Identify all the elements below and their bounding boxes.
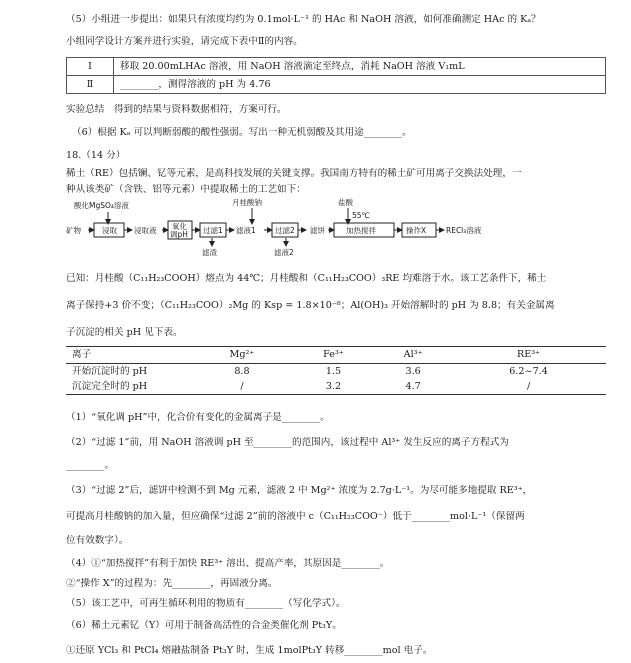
- cell: /: [192, 379, 292, 395]
- cell: 3.2: [292, 379, 375, 395]
- cell: 8.8: [234, 365, 250, 377]
- flow-product: RECl₃溶液: [446, 226, 482, 235]
- step-text: ________，测得溶液的 pH 为 4.76: [114, 76, 606, 94]
- intro-line-2: 种从该类矿（含铁、铝等元素）中提取稀土的工艺如下：: [66, 184, 306, 195]
- flow-ore: 矿物: [66, 226, 81, 235]
- table-row: [66, 364, 606, 380]
- header-re: RE³⁺: [451, 347, 606, 364]
- q5-design-line: 小组同学设计方案并进行实验，请完成下表中Ⅱ的内容。: [66, 36, 303, 47]
- header-al: Al³⁺: [375, 347, 451, 364]
- known-line-2: 离子保持+3 价不变；（C₁₁H₂₃COO）₂Mg 的 Ksp = 1.8×10⁻⁸；Al(OH)₃ 开始溶解时的 pH 为 8.8；有关金属离: [66, 300, 555, 311]
- sub-question-3a: （3）“过滤 2”后，滤饼中检测不到 Mg 元素，滤液 2 中 Mg²⁺ 浓度为 2.7g·L⁻¹。为尽可能多地提取 RE³⁺，: [66, 485, 533, 496]
- sub-question-2b: ________。: [66, 460, 114, 471]
- sub-question-2a: （2）“过滤 1”前，用 NaOH 溶液调 pH 至________的范围内，该过程中 Al³⁺ 发生反应的离子方程式为: [66, 437, 509, 448]
- sub-question-3c: 位有效数字）。: [66, 535, 129, 546]
- table-header-row: [66, 347, 606, 364]
- known-line-3: 子沉淀的相关 pH 见下表。: [66, 327, 183, 338]
- step-number: Ⅱ: [67, 76, 114, 94]
- flow-acid-input: 月桂酸钠: [232, 198, 262, 207]
- flow-filter-cake: 滤饼: [310, 226, 325, 235]
- q18-heading: 18.（14 分）: [66, 150, 126, 161]
- flow-residue: 滤渣: [202, 248, 217, 257]
- cell: 6.2~7.4: [509, 365, 548, 377]
- table-row: [66, 379, 606, 395]
- cell: 3.6: [405, 365, 421, 377]
- cell: /: [451, 379, 606, 395]
- flow-filter1-step: 过滤1: [203, 226, 223, 235]
- sub-question-3b: 可提高月桂酸钠的加入量，但应确保“过滤 2”前的溶液中 c（C₁₁H₂₃COO⁻）低于________mol·L⁻¹（保留两: [66, 511, 525, 522]
- table-row: [67, 76, 606, 94]
- flow-temperature: 55℃: [352, 211, 370, 220]
- sub-question-6a: ①还原 YCl₃ 和 PtCl₄ 熔融盐制备 Pt₃Y 时，生成 1molPt₃Y 转移________mol 电子。: [66, 645, 433, 656]
- intro-line-1: 稀土（RE）包括镧、钇等元素，是高科技发展的关键支撑。我国南方特有的稀土矿可用离子交换法处理，一: [66, 168, 522, 179]
- flow-mg-input: 酸化MgSO₄溶液: [74, 201, 129, 210]
- flow-filtrate1: 滤液1: [236, 226, 256, 235]
- process-flow-diagram: [66, 196, 606, 258]
- step-text: 移取 20.00mLHAc 溶液，用 NaOH 溶液滴定至终点，消耗 NaOH 溶液 V₁mL: [114, 58, 606, 76]
- summary-line: 实验总结 得到的结果与资料数据相符，方案可行。: [66, 104, 287, 115]
- flow-oxidize-step: 氧化: [172, 222, 187, 231]
- sub-question-4a: （4）①“加热搅拌”有利于加快 RE³⁺ 溶出、提高产率，其原因是________。: [66, 558, 390, 569]
- experiment-step-table: [66, 57, 606, 94]
- header-mg: Mg²⁺: [192, 347, 292, 364]
- flow-leachate: 浸取液: [134, 226, 157, 235]
- header-ion: 离子: [66, 347, 192, 364]
- step-number: Ⅰ: [67, 58, 114, 76]
- cell: 1.5: [325, 365, 342, 377]
- flow-heat-stir-step: 加热搅拌: [346, 226, 376, 235]
- flow-leach-step: 浸取: [102, 226, 117, 235]
- known-line-1: 已知：月桂酸（C₁₁H₂₃COOH）熔点为 44℃；月桂酸和（C₁₁H₂₃COO）₃RE 均难溶于水。该工艺条件下，稀土: [66, 273, 547, 284]
- q5-line: （5）小组进一步提出：如果只有浓度均约为 0.1mol·L⁻¹ 的 HAc 和 NaOH 溶液，如何准确测定 HAc 的 Kₐ？: [66, 14, 541, 25]
- table-row: [67, 58, 606, 76]
- q6-line: （6）根据 Kₐ 可以判断弱酸的酸性强弱。写出一种无机弱酸及其用途________。: [72, 127, 412, 138]
- row-label: 沉淀完全时的 pH: [66, 379, 192, 395]
- header-fe: Fe³⁺: [292, 347, 375, 364]
- ion-precipitation-table: [66, 346, 606, 395]
- sub-question-4b: ②“操作 X”的过程为：先________，再固液分离。: [66, 578, 278, 589]
- flow-filtrate2: 滤液2: [274, 248, 294, 257]
- flow-adjust-ph-step: 调pH: [170, 230, 188, 239]
- sub-question-1: （1）“氧化调 pH”中，化合价有变化的金属离子是________。: [66, 412, 330, 423]
- row-label: 开始沉淀时的 pH: [72, 365, 148, 377]
- sub-question-5: （5）该工艺中，可再生循环利用的物质有________（写化学式）。: [66, 598, 346, 609]
- flow-operation-x-step: 操作X: [406, 226, 427, 235]
- flow-filter2-step: 过滤2: [275, 226, 295, 235]
- flow-hcl-input: 盐酸: [338, 198, 353, 207]
- sub-question-6: （6）稀土元素钇（Y）可用于制备高活性的合金类催化剂 Pt₃Y。: [66, 620, 342, 631]
- cell: 4.7: [375, 379, 451, 395]
